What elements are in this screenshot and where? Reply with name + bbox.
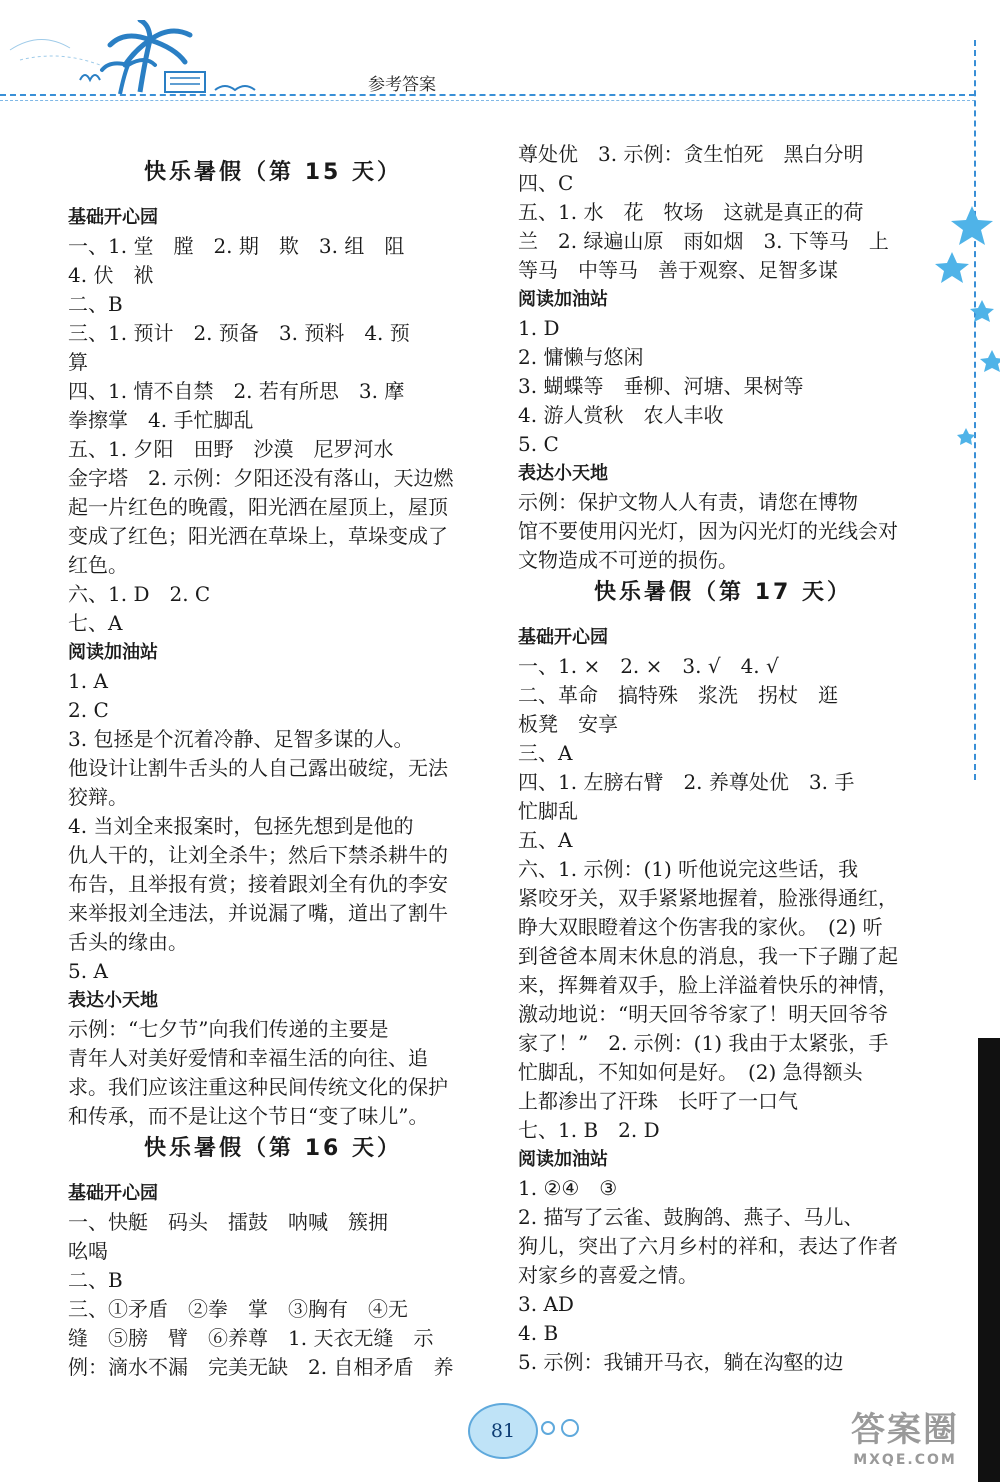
answer-line: 一、1. 堂 膛 2. 期 欺 3. 组 阻 (68, 234, 405, 258)
section-heading: 快乐暑假（第 15 天） (144, 160, 402, 185)
subsection-title: 表达小天地 (518, 463, 608, 484)
answer-line: 五、1. 夕阳 田野 沙漠 尼罗河水 (68, 437, 394, 461)
answer-line: 馆不要使用闪光灯，因为闪光灯的光线会对 (518, 519, 898, 543)
answer-line: 2. 慵懒与悠闲 (518, 345, 644, 369)
answer-line: 2. C (68, 698, 109, 722)
section-heading: 快乐暑假（第 17 天） (594, 580, 852, 605)
answer-line: 变成了红色；阳光洒在草垛上，草垛变成了 (68, 524, 448, 548)
answer-line: 狡辩。 (68, 785, 128, 809)
answer-line: 四、1. 情不自禁 2. 若有所思 3. 摩 (68, 379, 405, 403)
answer-line: 金字塔 2. 示例：夕阳还没有落山，天边燃 (68, 466, 454, 490)
answer-line: 4. 游人赏秋 农人丰收 (518, 403, 724, 427)
header-title: 参考答案 (368, 75, 436, 95)
answer-line: 二、革命 搞特殊 浆洗 拐杖 逛 (518, 683, 838, 707)
answer-line: 示例：“七夕节”向我们传递的主要是 (68, 1017, 389, 1041)
answer-line: 吆喝 (68, 1239, 108, 1263)
subsection-title: 基础开心园 (518, 627, 608, 648)
page-number: 81 (468, 1403, 538, 1459)
answer-line: 上都渗出了汗珠 长吁了一口气 (518, 1089, 798, 1113)
circle-dots-icon (540, 1417, 584, 1439)
answer-line: 四、C (518, 171, 574, 195)
answer-line: 对家乡的喜爱之情。 (518, 1263, 698, 1287)
answer-line: 求。我们应该注重这种民间传统文化的保护 (68, 1075, 448, 1099)
answer-line: 三、1. 预计 2. 预备 3. 预料 4. 预 (68, 321, 410, 345)
answer-line: 五、A (518, 828, 573, 852)
answer-line: 二、B (68, 292, 123, 316)
answer-line: 示例：保护文物人人有责，请您在博物 (518, 490, 858, 514)
subsection-title: 阅读加油站 (68, 642, 158, 663)
answer-line: 七、A (68, 611, 123, 635)
answer-line: 他设计让割牛舌头的人自己露出破绽，无法 (68, 756, 448, 780)
section-heading: 快乐暑假（第 16 天） (144, 1136, 402, 1161)
answer-line: 来，挥舞着双手，脸上洋溢着快乐的神情， (518, 973, 898, 997)
answer-line: 3. 蝴蝶等 垂柳、河塘、果树等 (518, 374, 804, 398)
answer-line: 七、1. B 2. D (518, 1118, 660, 1142)
answer-line: 五、1. 水 花 牧场 这就是真正的荷 (518, 200, 864, 224)
subsection-title: 基础开心园 (68, 1183, 158, 1204)
answer-line: 三、A (518, 741, 573, 765)
subsection-title: 阅读加油站 (518, 1149, 608, 1170)
answer-line: 算 (68, 350, 88, 374)
answer-line: 到爸爸本周末休息的消息，我一下子蹦了起 (518, 944, 898, 968)
answer-line: 红色。 (68, 553, 128, 577)
answer-line: 紧咬牙关，双手紧紧地握着，脸涨得通红， (518, 886, 898, 910)
answer-line: 忙脚乱 (518, 799, 578, 823)
answer-line: 1. D (518, 316, 560, 340)
answer-line: 5. A (68, 959, 108, 983)
star-icon (930, 200, 1000, 460)
subsection-title: 阅读加油站 (518, 289, 608, 310)
answer-line: 狗儿，突出了六月乡村的祥和，表达了作者 (518, 1234, 898, 1258)
watermark-logo (830, 1410, 980, 1480)
answer-line: 起一片红色的晚霞，阳光洒在屋顶上，屋顶 (68, 495, 448, 519)
answer-line: 1. ②④ ③ (518, 1176, 618, 1200)
answer-line: 一、快艇 码头 擂鼓 呐喊 簇拥 (68, 1210, 388, 1234)
answer-line: 缝 ⑤膀 臂 ⑥养尊 1. 天衣无缝 示 (68, 1326, 434, 1350)
answer-line: 家了！” 2. 示例：(1) 我由于太紧张，手 (518, 1031, 889, 1055)
answer-line: 文物造成不可逆的损伤。 (518, 548, 738, 572)
answer-line: 一、1. × 2. × 3. √ 4. √ (518, 654, 779, 678)
subsection-title: 表达小天地 (68, 990, 158, 1011)
answer-line: 舌头的缘由。 (68, 930, 188, 954)
subsection-title: 基础开心园 (68, 207, 158, 228)
page-number-badge (468, 1403, 588, 1463)
answer-line: 二、B (68, 1268, 123, 1292)
palm-tree-icon (0, 20, 270, 100)
answer-line: 4. 伏 袱 (68, 263, 154, 287)
answer-line: 板凳 安享 (518, 712, 618, 736)
answer-line: 拳擦掌 4. 手忙脚乱 (68, 408, 254, 432)
answer-line: 兰 2. 绿遍山原 雨如烟 3. 下等马 上 (518, 229, 889, 253)
right-column (518, 140, 928, 1377)
left-column (68, 155, 478, 1382)
answer-line: 5. 示例：我铺开马衣，躺在沟壑的边 (518, 1350, 844, 1374)
answer-line: 六、1. D 2. C (68, 582, 211, 606)
edge-bar (978, 1038, 1000, 1482)
watermark-bottom: MXQE.COM (853, 1452, 957, 1468)
answer-line: 和传承，而不是让这个节日“变了味儿”。 (68, 1104, 429, 1128)
header-divider-secondary (0, 100, 975, 101)
answer-line: 尊处优 3. 示例：贪生怕死 黑白分明 (518, 142, 864, 166)
answer-line: 4. B (518, 1321, 559, 1345)
answer-line: 四、1. 左膀右臂 2. 养尊处优 3. 手 (518, 770, 855, 794)
answer-line: 3. 包拯是个沉着冷静、足智多谋的人。 (68, 727, 414, 751)
header-divider (0, 94, 975, 96)
answer-line: 六、1. 示例：(1) 听他说完这些话，我 (518, 857, 859, 881)
answer-line: 3. AD (518, 1292, 574, 1316)
watermark-top: 答案圈 (851, 1410, 959, 1450)
answer-line: 来举报刘全违法，并说漏了嘴，道出了割牛 (68, 901, 448, 925)
answer-line: 睁大双眼瞪着这个伤害我的家伙。 (2) 听 (518, 915, 883, 939)
answer-line: 青年人对美好爱情和幸福生活的向往、追 (68, 1046, 428, 1070)
answer-line: 等马 中等马 善于观察、足智多谋 (518, 258, 838, 282)
answer-line: 4. 当刘全来报案时，包拯先想到是他的 (68, 814, 414, 838)
answer-line: 1. A (68, 669, 108, 693)
answer-line: 激动地说：“明天回爷爷家了！明天回爷爷 (518, 1002, 889, 1026)
answer-line: 5. C (518, 432, 559, 456)
answer-line: 2. 描写了云雀、鼓胸鸽、燕子、马儿、 (518, 1205, 864, 1229)
answer-line: 布告，且举报有赏；接着跟刘全有仇的李安 (68, 872, 448, 896)
answer-line: 三、①矛盾 ②拳 掌 ③胸有 ④无 (68, 1297, 408, 1321)
answer-line: 例：滴水不漏 完美无缺 2. 自相矛盾 养 (68, 1355, 454, 1379)
answer-line: 仇人干的，让刘全杀牛；然后下禁杀耕牛的 (68, 843, 448, 867)
answer-line: 忙脚乱，不知如何是好。 (2) 急得额头 (518, 1060, 863, 1084)
